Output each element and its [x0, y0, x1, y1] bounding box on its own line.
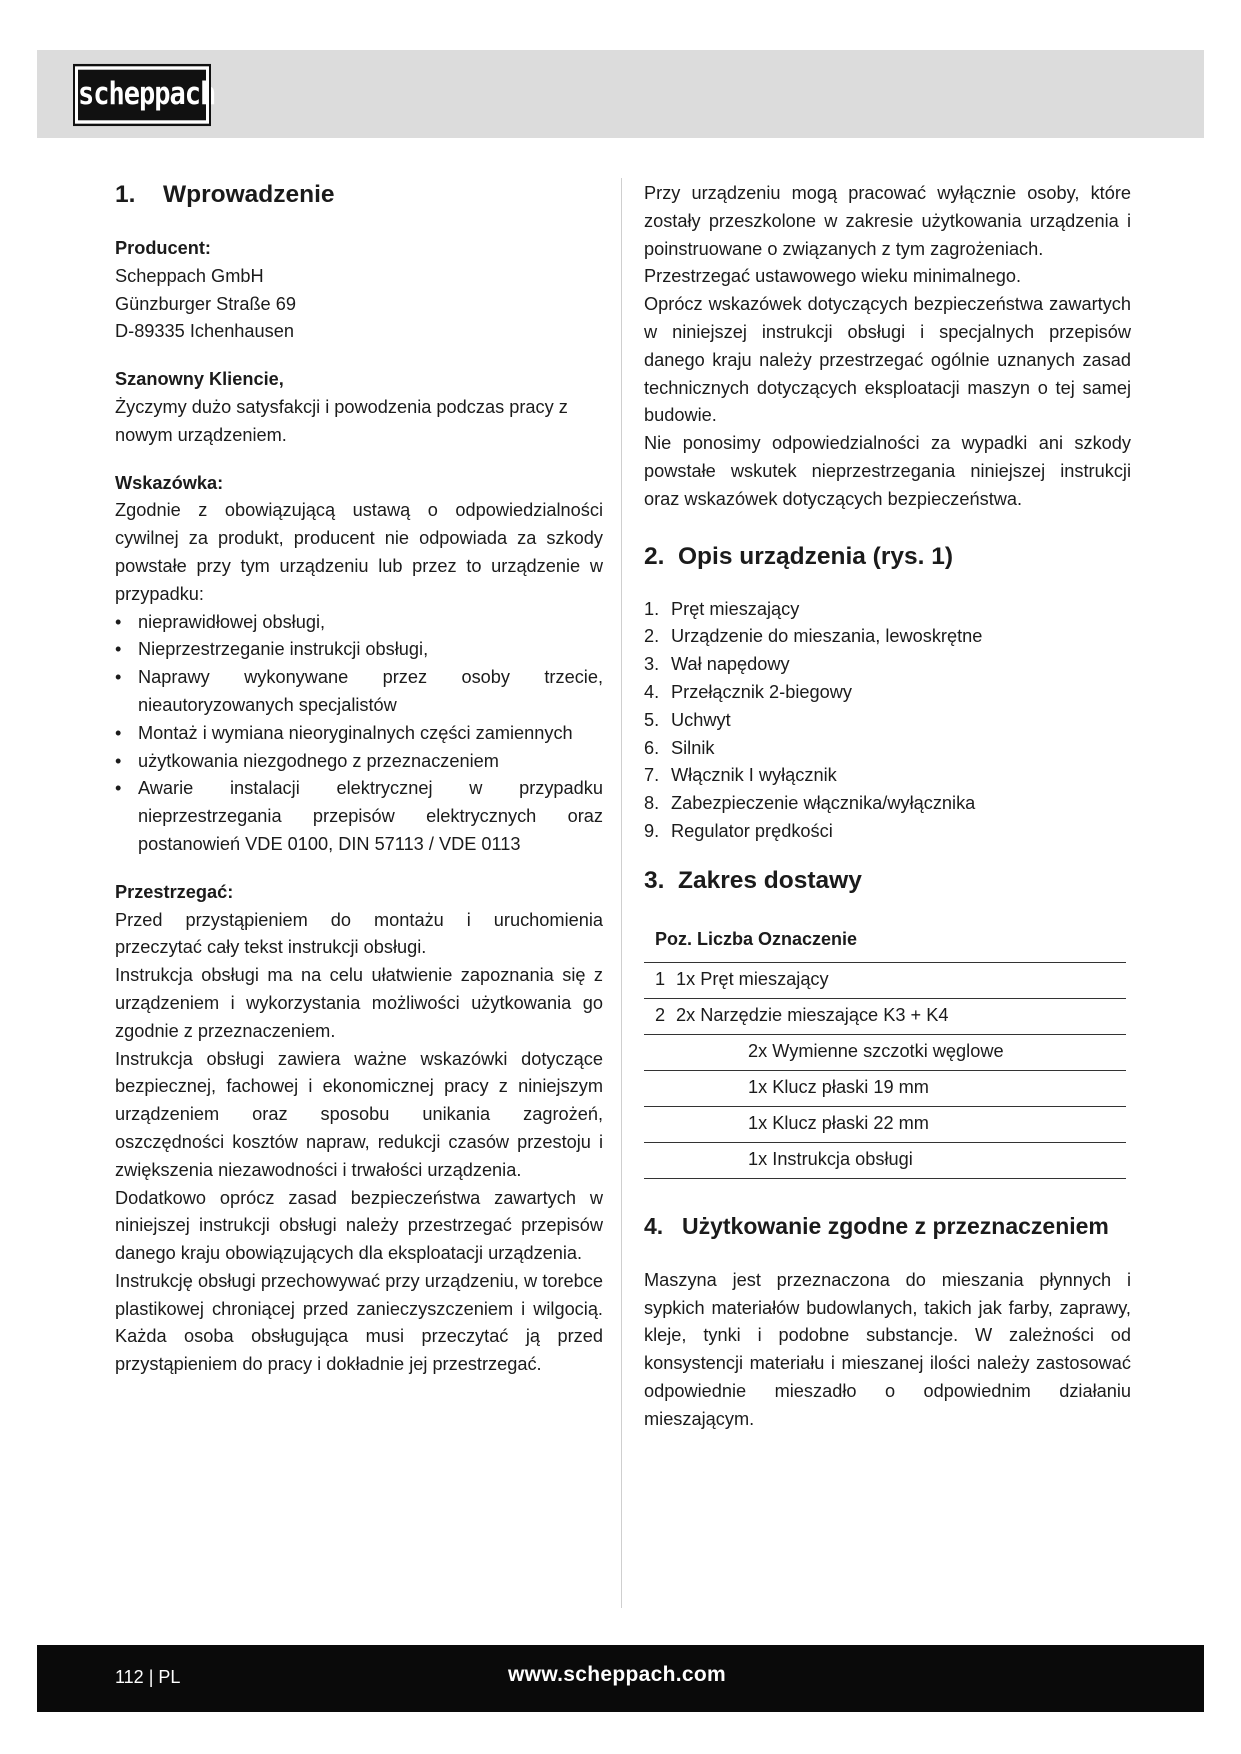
section-3-heading [644, 866, 1131, 896]
intended-use-text: Maszyna jest przeznaczona do mieszania płynnych i sypkich materiałów budowlanych, takich jak farby, zaprawy, kleje, tynki i podobne substancje. W zależności od konsystencji materiału i mieszanej ilości należy zastosować odpowiednie mieszadło o odpowiednim działaniu mieszającym. [644, 1269, 1131, 1429]
table-cell-item: 2x Narzędzie mieszające K3 + K4 [676, 998, 1126, 1034]
observe-paragraph: Instrukcja obsługi ma na celu ułatwienie zapoznania się z urządzeniem i wykorzystania możliwości użytkowania go zgodnie z przeznaczeniem. [115, 965, 603, 1041]
list-item [644, 762, 1131, 790]
observe-paragraph: Instrukcja obsługi zawiera ważne wskazówki dotyczące bezpiecznej, fachowej i ekonomicznej pracy z niniejszym urządzeniem oraz sposobu unikania zagrożeń, oszczędności kosztów napraw, redukcji czasów przestoju i zwiększenia niezawodności i trwałości urządzenia. [115, 1048, 603, 1180]
table-row [644, 1070, 1126, 1106]
item-number: 1. [644, 598, 660, 619]
intro-paragraph: Nie ponosimy odpowiedzialności za wypadki ani szkody powstałe wskutek nieprzestrzegania niniejszej instrukcji oraz wskazówek dotyczących bezpieczeństwa. [644, 433, 1131, 509]
note-text: Zgodnie z obowiązującą ustawą o odpowiedzialności cywilnej za produkt, producent nie odpowiada za szkody powstałe przy tym urządzeniu lub przez to urządzenie w przypadku: [115, 500, 603, 604]
producer-line: Günzburger Straße 69 [115, 293, 296, 314]
item-number: 6. [644, 737, 660, 758]
section-number: 3. [644, 866, 665, 894]
dear-customer-label: Szanowny Kliencie, [115, 369, 284, 390]
observe-paragraph: Instrukcję obsługi przechowywać przy urządzeniu, w torebce plastikowej chroniącej przed zanieczyszczeniem i wilgocią. Każda osoba obsługująca musi przeczytać ją przed przystąpieniem do pracy i dokładnie jej przestrzegać. [115, 1270, 603, 1375]
footer-band [37, 1645, 1204, 1712]
table-row [644, 998, 1126, 1034]
item-text: Zabezpieczenie włącznika/wyłącznika [671, 793, 976, 814]
item-text: Regulator prędkości [671, 820, 833, 841]
liability-list [115, 609, 603, 859]
item-number: 4. [644, 681, 660, 702]
intro-paragraph: Przy urządzeniu mogą pracować wyłącznie osoby, które zostały przeszkolone w zakresie użytkowania urządzenia i poinstruowane o związanych z tym zagrożeniach. [644, 183, 1131, 259]
note-label: Wskazówka: [115, 472, 224, 493]
header-band [37, 50, 1204, 138]
list-item [644, 818, 1131, 846]
item-number: 2. [644, 626, 660, 647]
list-item [644, 735, 1131, 763]
list-item: • Naprawy wykonywane przez osoby trzecie, nieautoryzowanych specjalistów [115, 664, 603, 720]
producer-line: Scheppach GmbH [115, 265, 264, 286]
item-text: Przełącznik 2-biegowy [671, 681, 852, 702]
table-row [644, 962, 1126, 998]
delivery-table [644, 918, 1126, 1179]
list-item [644, 651, 1131, 679]
list-item: • Nieprzestrzeganie instrukcji obsługi, [115, 636, 603, 664]
list-item: • nieprawidłowej obsługi, [115, 609, 603, 637]
section-4-heading [644, 1211, 1131, 1241]
section-number: 1. [115, 181, 136, 208]
table-header-row [644, 918, 1126, 963]
table-cell-item: 2x Wymienne szczotki węglowe [644, 1034, 1126, 1070]
item-number: 3. [644, 654, 660, 675]
item-number: 8. [644, 793, 660, 814]
list-item: • Montaż i wymiana nieoryginalnych części zamiennych [115, 720, 603, 748]
list-item: • Awarie instalacji elektrycznej w przypadku nieprzestrzegania przepisów elektrycznych oraz postanowień VDE 0100, DIN 57113 / VDE 0113 [115, 775, 603, 858]
section-2-heading [644, 542, 1131, 572]
table-cell-pos: 2 [644, 998, 676, 1034]
producer-line: D-89335 Ichenhausen [115, 321, 294, 342]
table-row [644, 1106, 1126, 1142]
parts-list [644, 596, 1131, 846]
list-item [644, 679, 1131, 707]
item-text: Uchwyt [671, 709, 731, 730]
list-item [644, 623, 1131, 651]
observe-label: Przestrzegać: [115, 881, 234, 902]
item-text: Pręt mieszający [671, 598, 800, 619]
section-title: Zakres dostawy [678, 866, 862, 894]
item-text: Włącznik I wyłącznik [671, 765, 837, 786]
dear-customer-text: Życzymy dużo satysfakcji i powodzenia podczas pracy z nowym urządzeniem. [115, 396, 568, 445]
item-number: 7. [644, 765, 660, 786]
left-column [115, 180, 603, 1379]
observe-paragraph: Dodatkowo oprócz zasad bezpieczeństwa zawartych w niniejszej instrukcji obsługi należy przestrzegać przepisów danego kraju obowiązujących dla eksploatacji urządzenia. [115, 1187, 603, 1264]
page-number: 112 | PL [115, 1667, 181, 1687]
table-cell-pos: 1 [644, 962, 676, 998]
intro-paragraph: Oprócz wskazówek dotyczących bezpieczeństwa zawartych w niniejszej instrukcji obsługi i specjalnych przepisów danego kraju należy przestrzegać ogólnie uznanych zasad technicznych dotyczących eksploatacji maszyn o tej samej budowie. [644, 294, 1131, 426]
producer-label: Producent: [115, 238, 211, 258]
website-link[interactable]: www.scheppach.com [508, 1663, 726, 1686]
item-number: 9. [644, 820, 660, 841]
right-column [644, 180, 1131, 1434]
item-text: Silnik [671, 737, 715, 758]
table-header: Poz. Liczba Oznaczenie [655, 928, 858, 949]
list-item [644, 790, 1131, 818]
section-1-heading [115, 180, 603, 210]
list-item [644, 707, 1131, 735]
list-item: • użytkowania niezgodnego z przeznaczeniem [115, 748, 603, 776]
section-title: Opis urządzenia (rys. 1) [678, 542, 954, 570]
item-text: Urządzenie do mieszania, lewoskrętne [671, 626, 983, 647]
list-item [644, 596, 1131, 624]
observe-paragraph: Przed przystąpieniem do montażu i uruchomienia przeczytać cały tekst instrukcji obsługi. [115, 909, 603, 958]
item-number: 5. [644, 709, 660, 730]
table-cell-item: 1x Instrukcja obsługi [644, 1142, 1126, 1178]
column-divider [621, 178, 622, 1608]
table-row [644, 1142, 1126, 1178]
table-row [644, 1034, 1126, 1070]
section-title: Użytkowanie zgodne z przeznaczeniem [682, 1212, 1109, 1239]
section-number: 4. [644, 1212, 664, 1239]
intro-paragraph: Przestrzegać ustawowego wieku minimalnego. [644, 266, 1022, 287]
section-title: Wprowadzenie [163, 181, 335, 208]
table-cell-item: 1x Pręt mieszający [676, 962, 1126, 998]
item-text: Wał napędowy [671, 654, 790, 675]
table-cell-item: 1x Klucz płaski 19 mm [644, 1070, 1126, 1106]
section-number: 2. [644, 542, 665, 570]
table-cell-item: 1x Klucz płaski 22 mm [644, 1106, 1126, 1142]
scheppach-logo: scheppach [75, 66, 209, 124]
